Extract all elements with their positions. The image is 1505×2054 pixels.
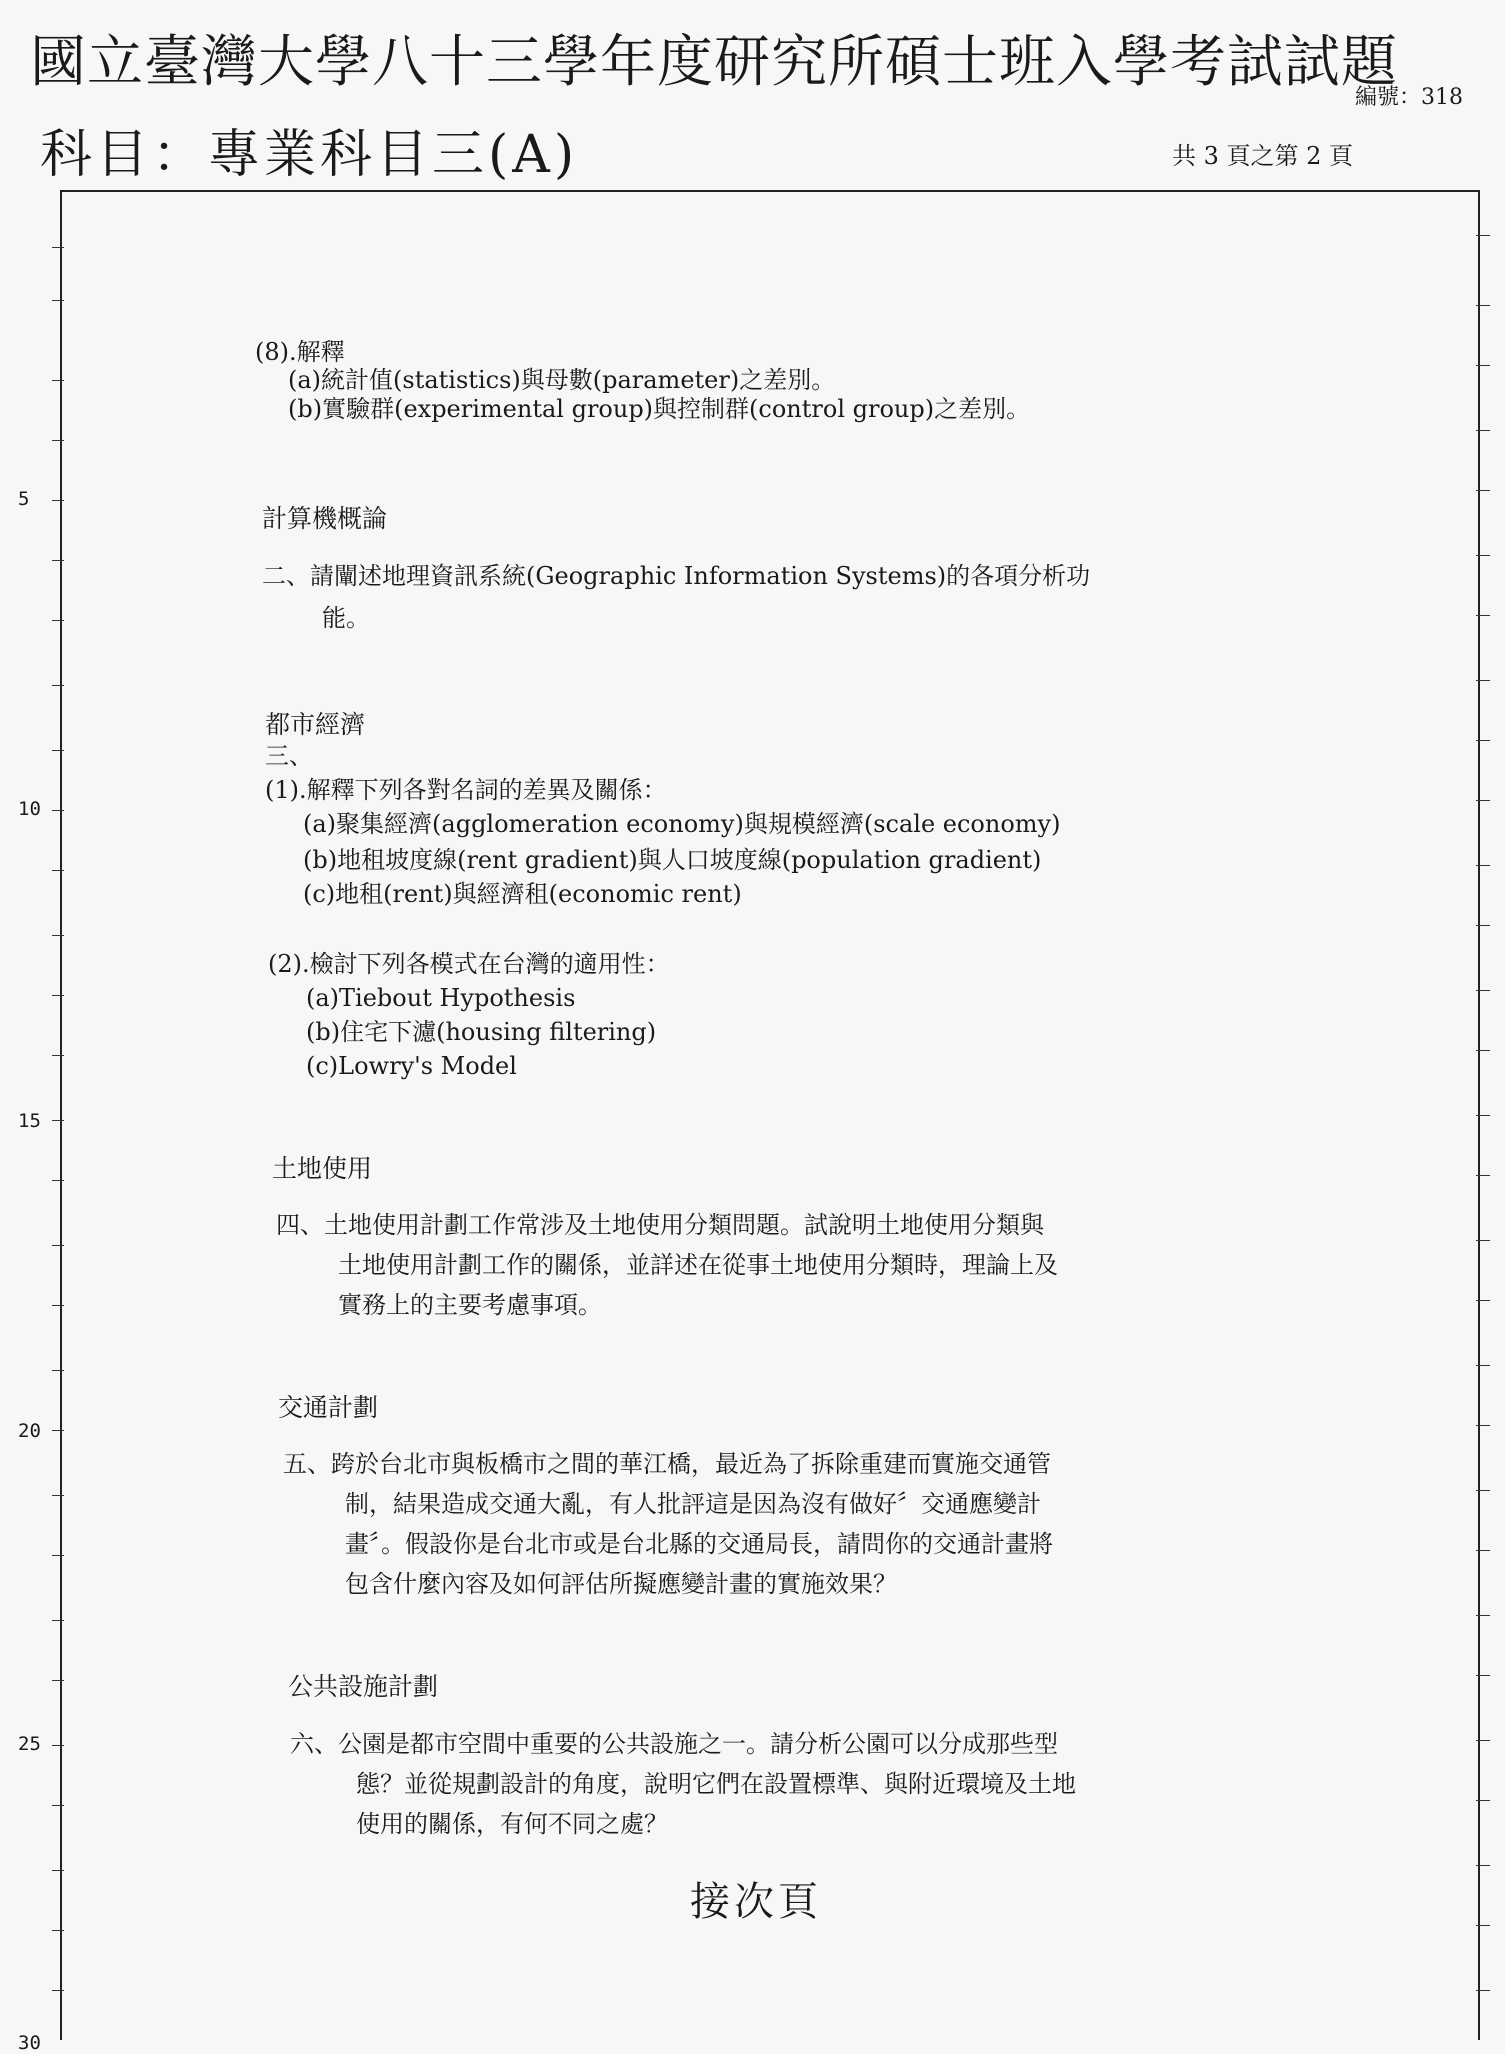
margin-tick xyxy=(1476,305,1490,306)
margin-tick xyxy=(1476,1990,1490,1991)
line-number: 10 xyxy=(18,798,41,820)
margin-tick xyxy=(52,810,64,811)
section-land-use: 土地使用 xyxy=(272,1154,373,1183)
margin-tick xyxy=(52,1930,64,1931)
margin-tick xyxy=(1476,555,1490,556)
question-3-2: (2).檢討下列各模式在台灣的適用性： xyxy=(268,950,670,978)
question-3-1c: (c)地租(rent)與經濟租(economic rent) xyxy=(303,880,742,908)
margin-tick xyxy=(52,935,64,936)
exam-subject: 科目：專業科目三(A) xyxy=(40,125,579,185)
question-5-line-3: 畫〞。假設你是台北市或是台北縣的交通局長，請問你的交通計畫將 xyxy=(345,1530,1053,1558)
question-6-line-1: 六、公園是都市空間中重要的公共設施之一。請分析公園可以分成那些型 xyxy=(290,1730,1058,1758)
margin-tick xyxy=(1476,740,1490,741)
line-number: 5 xyxy=(18,488,30,510)
exam-title: 國立臺灣大學八十三學年度研究所碩士班入學考試試題 xyxy=(30,30,1398,95)
line-number: 25 xyxy=(18,1733,41,1755)
question-8a: (a)統計值(statistics)與母數(parameter)之差別。 xyxy=(288,366,836,394)
margin-tick xyxy=(1476,1550,1490,1551)
margin-tick xyxy=(1476,1240,1490,1241)
question-3-2a: (a)Tiebout Hypothesis xyxy=(306,984,576,1012)
margin-tick xyxy=(52,1990,64,1991)
line-number: 15 xyxy=(18,1110,41,1132)
margin-tick xyxy=(52,685,64,686)
margin-tick xyxy=(52,1055,64,1056)
margin-tick xyxy=(1476,1615,1490,1616)
margin-tick xyxy=(52,870,64,871)
answer-sheet-frame xyxy=(60,190,1480,2040)
question-3-1b: (b)地租坡度線(rent gradient)與人口坡度線(population gradient) xyxy=(303,846,1042,874)
section-transport-planning: 交通計劃 xyxy=(278,1393,379,1422)
margin-tick xyxy=(52,995,64,996)
section-computer-intro: 計算機概論 xyxy=(262,504,388,533)
page-indicator: 共 3 頁之第 2 頁 xyxy=(1172,142,1354,170)
margin-tick xyxy=(52,1370,64,1371)
question-2-line-2: 能。 xyxy=(322,604,370,632)
question-2-line-1: 二、請闡述地理資訊系統(Geographic Information Systems)的各項分析功 xyxy=(262,562,1091,590)
margin-tick xyxy=(1476,865,1490,866)
section-public-facilities: 公共設施計劃 xyxy=(288,1672,439,1701)
margin-tick xyxy=(1476,1050,1490,1051)
margin-tick xyxy=(52,560,64,561)
margin-tick xyxy=(1476,1175,1490,1176)
question-3-1: (1).解釋下列各對名詞的差異及關係： xyxy=(265,776,667,804)
question-5-line-4: 包含什麼內容及如何評估所擬應變計畫的實施效果？ xyxy=(345,1570,897,1598)
line-number: 30 xyxy=(18,2032,41,2054)
margin-tick xyxy=(52,1305,64,1306)
margin-tick xyxy=(1476,430,1490,431)
margin-tick xyxy=(1476,615,1490,616)
margin-tick xyxy=(1476,490,1490,491)
line-number: 20 xyxy=(18,1420,41,1442)
margin-tick xyxy=(52,1430,64,1431)
margin-tick xyxy=(52,1680,64,1681)
margin-tick xyxy=(52,1555,64,1556)
margin-tick xyxy=(1476,800,1490,801)
margin-tick xyxy=(1476,1425,1490,1426)
margin-tick xyxy=(52,380,64,381)
question-6-line-3: 使用的關係，有何不同之處？ xyxy=(356,1810,668,1838)
margin-tick xyxy=(52,1805,64,1806)
margin-tick xyxy=(1476,1365,1490,1366)
question-4-line-1: 四、土地使用計劃工作常涉及土地使用分類問題。試說明土地使用分類與 xyxy=(276,1211,1044,1239)
margin-tick xyxy=(1476,1675,1490,1676)
margin-tick xyxy=(1476,1800,1490,1801)
margin-tick xyxy=(52,440,64,441)
question-3-label: 三、 xyxy=(265,742,313,770)
margin-tick xyxy=(52,300,64,301)
margin-tick xyxy=(52,1495,64,1496)
margin-tick xyxy=(52,1620,64,1621)
margin-tick xyxy=(52,1245,64,1246)
question-4-line-3: 實務上的主要考慮事項。 xyxy=(338,1291,602,1319)
margin-tick xyxy=(1476,1300,1490,1301)
continued-next-page: 接次頁 xyxy=(690,1879,822,1925)
question-8b: (b)實驗群(experimental group)與控制群(control group)之差別。 xyxy=(288,395,1031,423)
margin-tick xyxy=(52,500,64,501)
margin-tick xyxy=(1476,1490,1490,1491)
margin-tick xyxy=(52,1745,64,1746)
document-number: 編號：318 xyxy=(1355,85,1463,110)
question-4-line-2: 土地使用計劃工作的關係，並詳述在從事土地使用分類時，理論上及 xyxy=(338,1251,1058,1279)
question-3-2c: (c)Lowry's Model xyxy=(306,1052,517,1080)
margin-tick xyxy=(52,247,64,248)
question-5-line-2: 制，結果造成交通大亂，有人批評這是因為沒有做好〞交通應變計 xyxy=(345,1490,1041,1518)
margin-tick xyxy=(52,620,64,621)
margin-tick xyxy=(1476,235,1490,236)
margin-tick xyxy=(52,1870,64,1871)
margin-tick xyxy=(52,1120,64,1121)
margin-tick xyxy=(1476,1740,1490,1741)
margin-tick xyxy=(52,1180,64,1181)
margin-tick xyxy=(1476,1865,1490,1866)
question-3-2b: (b)住宅下濾(housing filtering) xyxy=(306,1018,657,1046)
margin-tick xyxy=(1476,925,1490,926)
margin-tick xyxy=(1476,990,1490,991)
margin-tick xyxy=(1476,1115,1490,1116)
question-8-heading: (8).解釋 xyxy=(255,338,345,366)
question-6-line-2: 態？並從規劃設計的角度，說明它們在設置標準、與附近環境及土地 xyxy=(356,1770,1076,1798)
margin-tick xyxy=(1476,365,1490,366)
question-3-1a: (a)聚集經濟(agglomeration economy)與規模經濟(scale economy) xyxy=(303,810,1061,838)
question-5-line-1: 五、跨於台北市與板橋市之間的華江橋，最近為了拆除重建而實施交通管 xyxy=(283,1450,1051,1478)
margin-tick xyxy=(52,750,64,751)
margin-tick xyxy=(1476,680,1490,681)
margin-tick xyxy=(1476,1925,1490,1926)
section-urban-economics: 都市經濟 xyxy=(265,710,366,739)
